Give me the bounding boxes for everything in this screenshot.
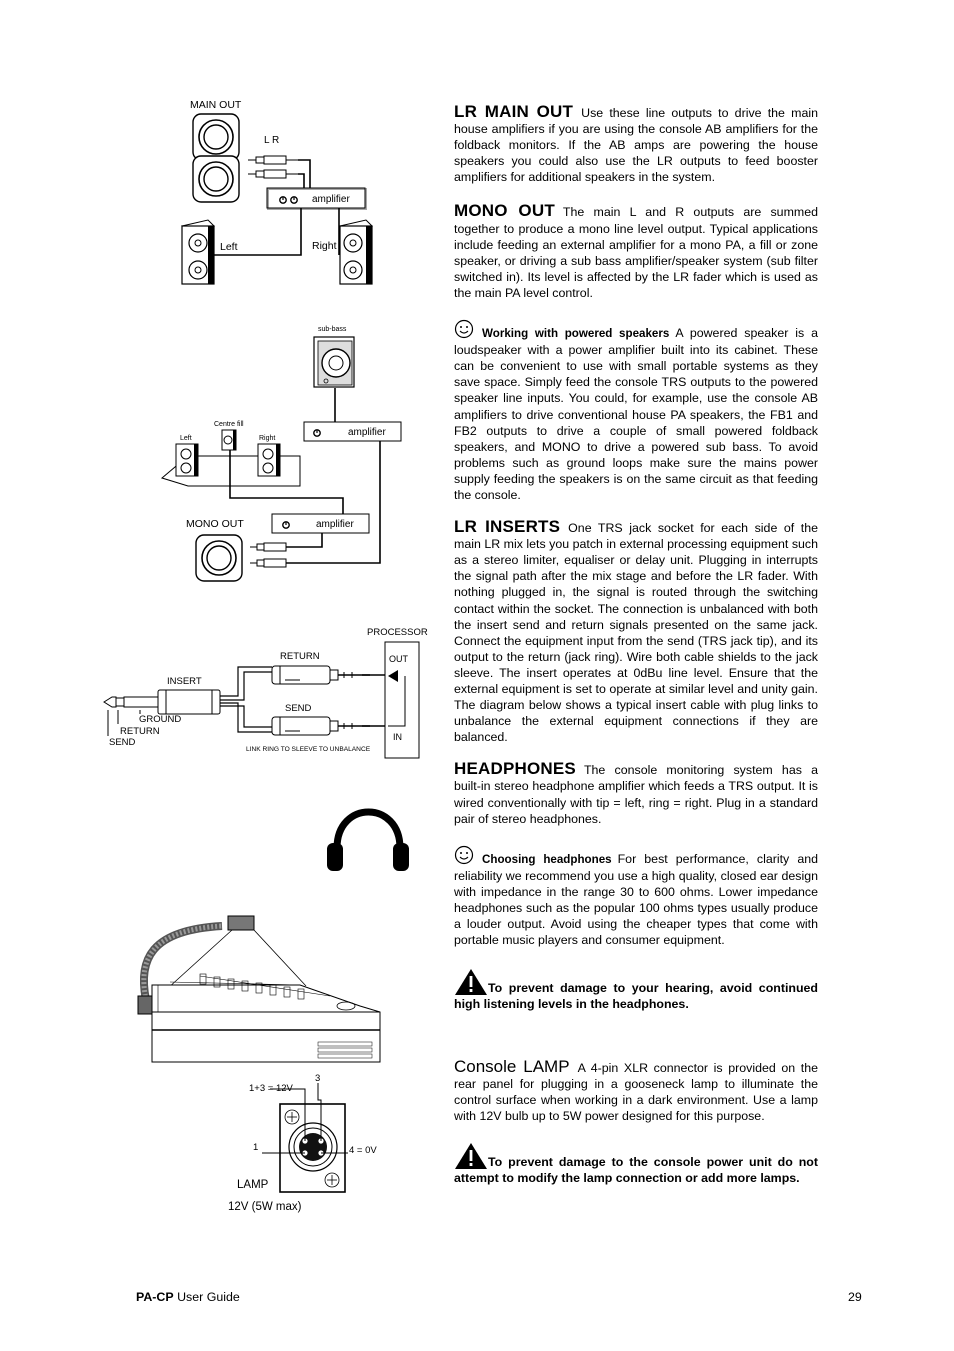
section-console-lamp [454,1056,818,1124]
page-number: 29 [848,1290,862,1304]
warning-lamp [454,1142,818,1186]
right-speaker-icon [340,220,372,284]
left-small-label: Left [180,435,192,442]
left-small-speaker-icon [176,444,198,476]
pin-4-label: 4 = 0V [349,1145,377,1156]
footer-guide: User Guide [177,1290,240,1304]
main-out-socket-right [193,156,239,202]
left-speaker-icon [182,220,214,284]
processor-label: PROCESSOR [367,627,428,638]
heading-console-lamp: Console LAMP [454,1056,570,1076]
lamp-label: LAMP [237,1179,269,1191]
heading-lr-main-out: LR MAIN OUT [454,102,574,121]
body-headphones: The console monitoring system has a built-in stereo headphone amplifier which feeds a TRS output. It is wired conventionally with tip = left, ring = right. Plug in a standard pair of stereo headphones. [454,763,818,826]
lamp-spec-label: 12V (5W max) [228,1201,302,1213]
right-small-speaker-icon [258,444,280,476]
insert-send-label: SEND [109,737,136,748]
main-out-label: MAIN OUT [190,99,242,111]
tip-powered-body: A powered speaker is a loudspeaker with a power amplifier built into its cabinet. These can be convenient to use with small portable systems as they save space. Simply feed the console TRS outputs to the powered speaker line inputs. You could, for example, use the console AB amplifiers to drive conventional house PA speakers, the FB1 and FB2 outputs to drive a couple of small powered foldback speakers, and MONO to drive a powered sub bass. To avoid problems such as ground loops make sure the mains power supply feeding the speakers is on the same circuit as that feeding the console. [454,326,818,502]
tip-choosing-headphones [454,845,818,949]
text-column [454,104,818,1186]
heading-mono-out: MONO OUT [454,201,555,221]
return-label: RETURN [280,651,320,662]
footer-guide-title [136,1290,240,1304]
amplifier-label-2: amplifier [348,427,386,438]
body-mono-out: The main L and R outputs are summed together to produce a mono line level output. Typical applications include feeding an external amplifier for a mono PA, a fill or zone speaker, or driving a sub bass amplifier/speaker system (sub filter switched in). Its level is affected by the LR fader which is used as the main PA level control. [454,205,819,300]
return-jack-plug [272,666,385,684]
footer-product: PA-CP [136,1290,174,1304]
jack-plug-l [248,156,298,164]
amplifier-label-1: amplifier [312,194,350,205]
panel-screw-bottom-icon [325,1173,339,1187]
jack-plug-r [248,170,298,178]
smiley-tip-icon [454,319,474,339]
console-lamp-illustration [138,916,380,1062]
tip-headphones-title: Choosing headphones [482,852,612,866]
headphones-icon [327,812,409,871]
sub-bass-speaker-icon [314,337,354,387]
body-lr-main-out: Use these line outputs to drive the main house amplifiers if you are using the console AB amplifiers for the foldback monitors. If the AB amps are powering the house speakers you could also use the LR outputs to feed booster amplifiers for additional speakers in the system. [454,106,818,185]
panel-screw-top-icon [285,1110,299,1124]
send-jack-plug [272,717,385,735]
insert-label: INSERT [167,676,202,687]
tip-headphones-body: For best performance, clarity and reliability we recommend you use a high quality, closed ear design with impedance in the range 30 to 600 ohms. Lower impedance headphones such as the popular 100 ohms types usually produce a louder output. Avoid using the cheaper types that come with portable music players and consumer equipment. [454,851,818,948]
left-speaker-label: Left [220,241,238,253]
heading-headphones: HEADPHONES [454,759,576,779]
section-headphones [454,761,818,826]
main-out-socket-left [193,114,239,160]
pin-1-label: 1 [253,1142,259,1153]
mono-out-diagram [162,326,401,581]
mono-out-socket [196,535,242,581]
processor-box [385,642,419,758]
body-console-lamp: A 4-pin XLR connector is provided on the rear panel for plugging in a gooseneck lamp to illuminate the control surface when working in a dark environment. Use a lamp with 12V bulb up to 5W power designed for this purpose. [454,1060,818,1123]
warning-hearing-text: To prevent damage to your hearing, avoid continued high listening levels in the headphones. [454,981,818,1012]
pin-3-label: 3 [315,1073,321,1084]
lr-label: L R [264,135,280,146]
warning-icon-2 [454,1142,488,1170]
amplifier-box-2 [304,422,401,441]
warning-icon [454,968,488,996]
body-lr-inserts: One TRS jack socket for each side of the main LR mix lets you patch in external processing equipment such as a stereo limiter, equaliser or delay unit. Plugging in interrupts the signal path after the mix stage and before the LR fader. With nothing plugged in, the signal is routed through the switching contact within the socket. The connection is unbalanced with both the insert send and return signals presented on the same jack. Connect the equipment input from the send (TRS jack tip), and its output to the return (jack ring). Wire both cable shields to the jack sleeve. The insert operates at 0dBu line level. Ensure that the external equipment is set to operate at similar level and unity gain. The diagram below shows a typical insert cable with plug links to unbalance the external equipment connections if they are balanced. [454,521,818,745]
tip-powered-title: Working with powered speakers [482,327,670,341]
sub-bass-label: sub-bass [318,326,347,333]
lamp-xlr-diagram [228,1073,377,1213]
pin-13-label: 1+3 = 12V [249,1083,293,1094]
section-lr-inserts [454,519,818,745]
lr-main-out-diagram [182,99,372,284]
processor-in-label: IN [393,732,402,742]
centre-fill-label: Centre fill [214,421,244,428]
mono-jack-plugs [250,543,286,567]
right-speaker-label: Right [312,240,337,252]
right-small-label: Right [259,435,276,442]
link-note-label: LINK RING TO SLEEVE TO UNBALANCE [246,746,371,753]
smiley-tip-icon-2 [454,845,474,865]
amplifier-label-3: amplifier [316,519,354,530]
section-lr-main-out [454,104,818,185]
ground-label: GROUND [139,714,182,725]
mono-out-label: MONO OUT [186,518,244,530]
insert-return-label: RETURN [120,726,160,737]
heading-lr-inserts: LR INSERTS [454,517,561,537]
diagrams-panel [0,0,440,1351]
amplifier-box-3 [272,514,369,533]
processor-out-label: OUT [389,654,408,664]
amplifier-box-1 [267,188,366,209]
tip-powered-speakers [454,319,818,503]
section-mono-out [454,203,818,301]
warning-lamp-text: To prevent damage to the console power unit do not attempt to modify the lamp connection or add more lamps. [454,1154,818,1185]
send-label: SEND [285,703,312,714]
insert-jack-plug [104,690,220,714]
centre-fill-speaker-icon [222,430,236,450]
warning-hearing [454,968,818,1012]
insert-cable-diagram [104,627,428,758]
